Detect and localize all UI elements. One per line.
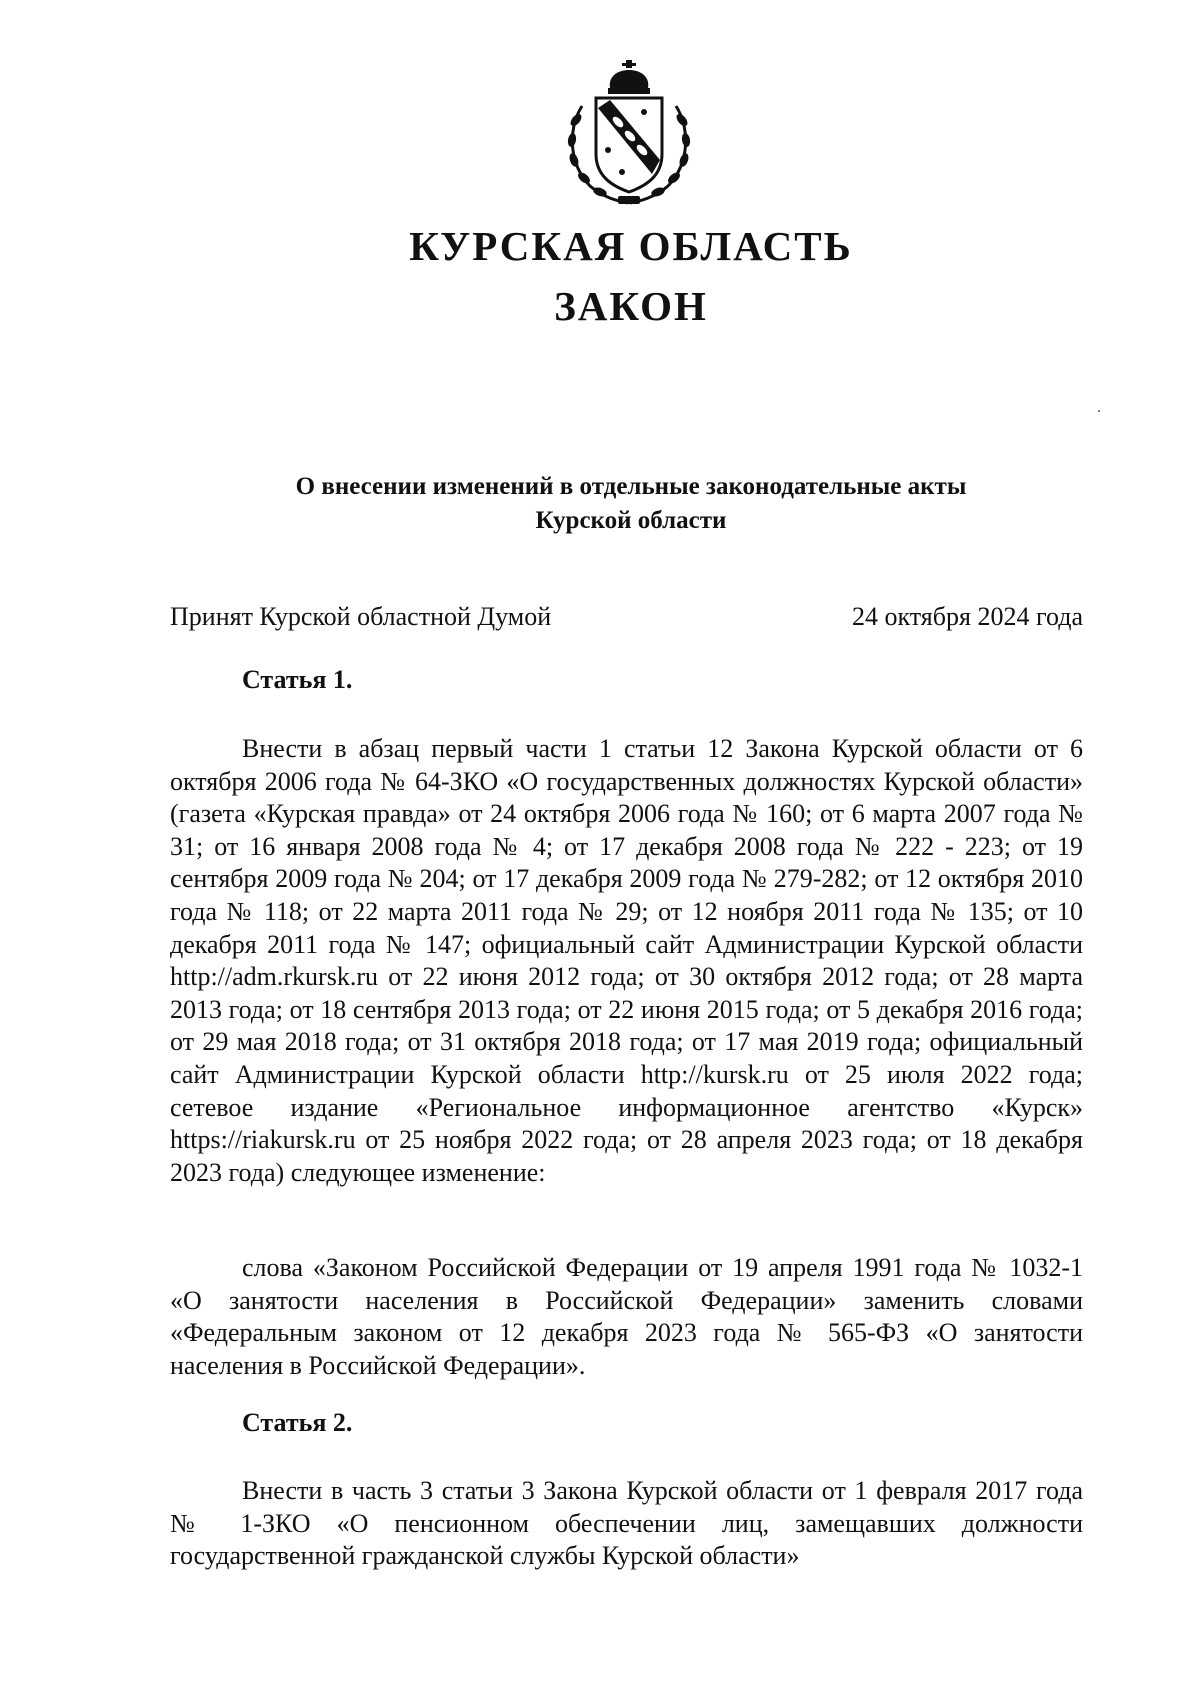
article-1-change-text: слова «Законом Российской Федерации от 19 апреля 1991 года № 1032-1 «О занятости населения в Российской Федерации» заменить словами «Федеральным законом от 12 декабря 2023 года № 565-ФЗ «О занятости населения в Российской Федерации». — [170, 1253, 1083, 1380]
article-2-heading: Статья 2. — [242, 1408, 353, 1437]
adoption-row — [170, 600, 1083, 634]
law-title — [0, 470, 1200, 538]
article-2-paragraph: Внести в часть 3 статьи 3 Закона Курской области от 1 февраля 2017 года № 1-ЗКО «О пенсионном обеспечении лиц, замещавших должности государственной гражданской службы Курской области» — [170, 1476, 1083, 1571]
kursk-coat-of-arms-icon — [560, 58, 698, 208]
scan-speck — [1098, 410, 1100, 412]
region-title: КУРСКАЯ ОБЛАСТЬ — [409, 223, 853, 269]
adoption-date: 24 октября 2024 года — [852, 602, 1083, 631]
adopted-by: Принят Курской областной Думой — [170, 602, 552, 631]
document-type-title: ЗАКОН — [554, 283, 708, 329]
article-1-heading: Статья 1. — [242, 665, 353, 694]
law-title-line-2: Курской области — [535, 507, 727, 534]
law-title-line-1: О внесении изменений в отдельные законодательные акты — [295, 473, 967, 500]
article-1-paragraph: Внести в абзац первый части 1 статьи 12 Закона Курской области от 6 октября 2006 года № 64-ЗКО «О государственных должностях Курской области» (газета «Курская правда» от 24 октября 2006 года № 160; от 6 марта 2007 года № 31; от 16 января 2008 года № 4; от 17 декабря 2008 года № 222 - 223; от 19 сентября 2009 года № 204; от 17 декабря 2009 года № 279-282; от 12 октября 2010 года № 118; от 22 марта 2011 года № 29; от 12 ноября 2011 года № 135; от 10 декабря 2011 года № 147; официальный сайт Администрации Курской области http://adm.rkursk.ru от 22 июня 2012 года; от 30 октября 2012 года; от 28 марта 2013 года; от 18 сентября 2013 года; от 22 июня 2015 года; от 5 декабря 2016 года; от 29 мая 2018 года; от 31 октября 2018 года; от 17 мая 2019 года; официальный сайт Администрации Курской области http://kursk.ru от 25 июля 2022 года; сетевое издание «Региональное информационное агентство «Курск» https://riakursk.ru от 25 ноября 2022 года; от 28 апреля 2023 года; от 18 декабря 2023 года) следующее изменение: — [170, 734, 1083, 1187]
